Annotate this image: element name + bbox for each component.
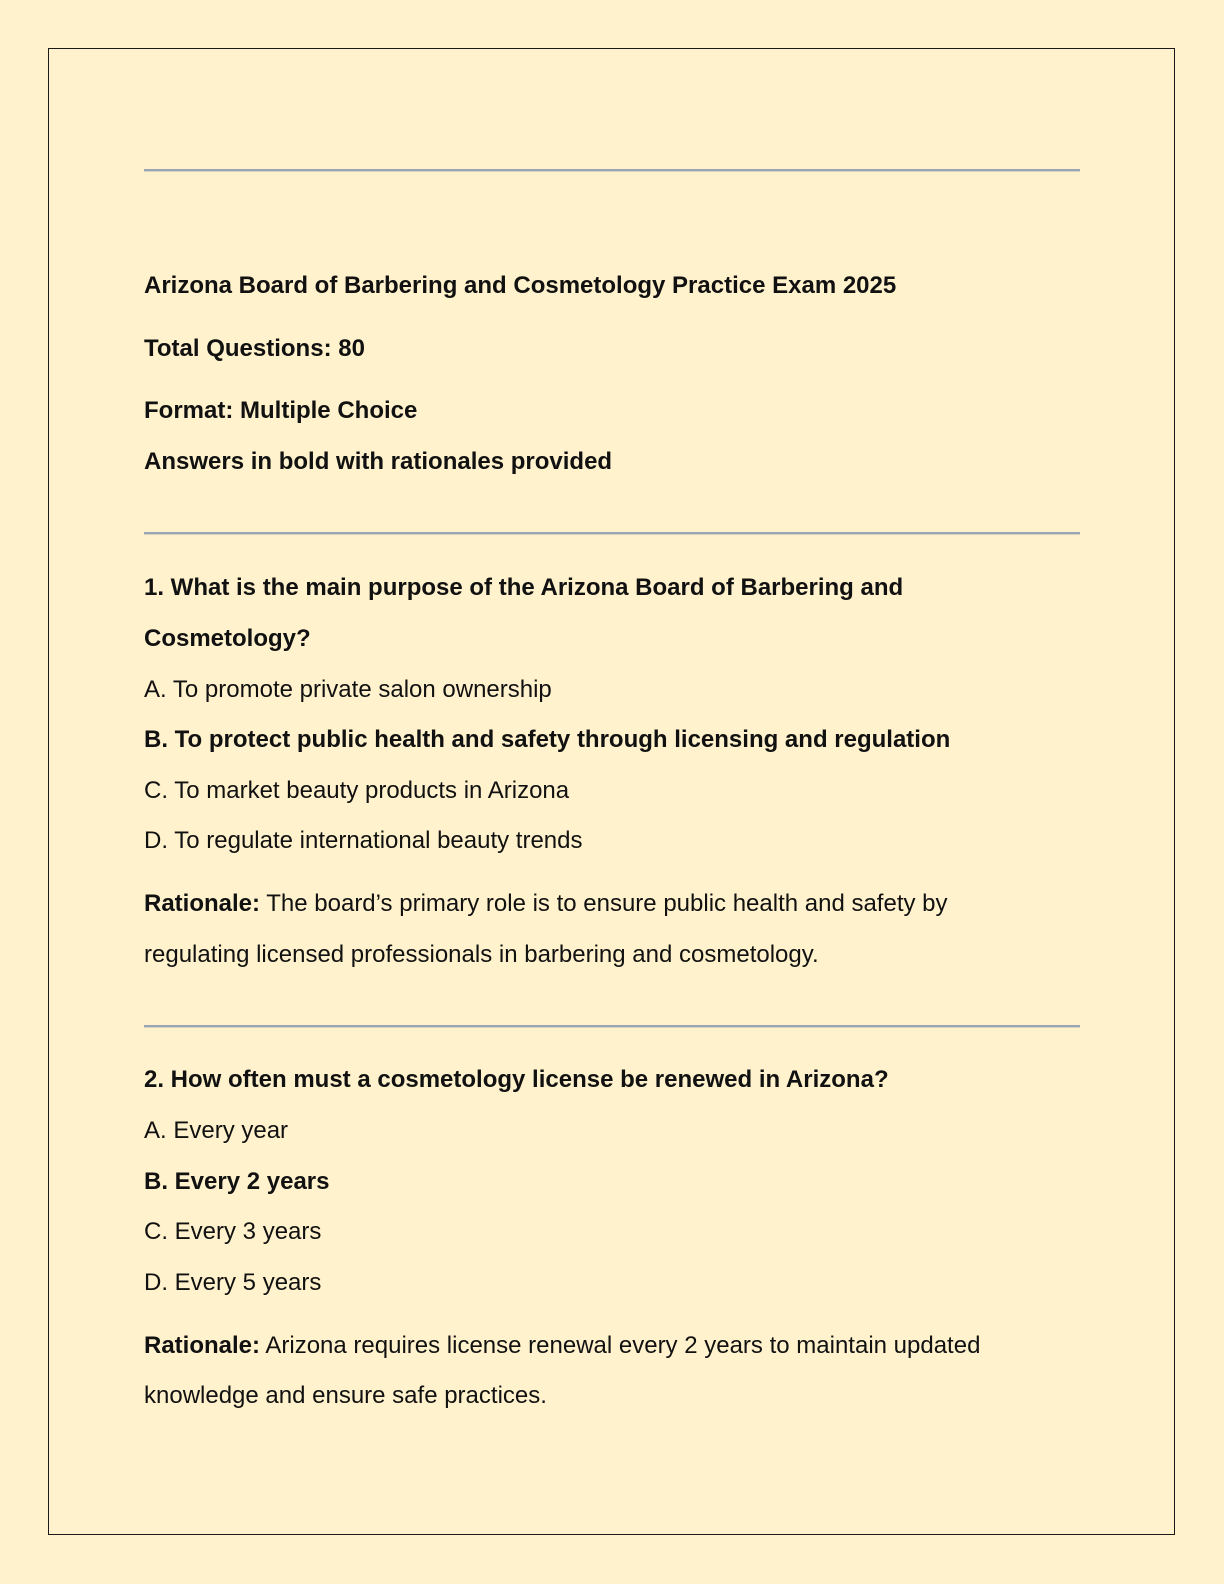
rationale-text: The board’s primary role is to ensure public health and safety by [260,890,948,917]
option-c: C. To market beauty products in Arizona [144,777,570,804]
rationale-label: Rationale: [144,890,261,917]
rationale [144,889,948,919]
rationale-text: Arizona requires license renewal every 2 years to maintain updated [260,1332,981,1359]
option-b-correct: B. Every 2 years [144,1168,330,1195]
divider-q1 [144,1025,1080,1027]
question-stem: 1. What is the main purpose of the Arizona Board of Barbering and [144,574,904,601]
question-stem: 2. How often must a cosmetology license be renewed in Arizona? [144,1066,889,1093]
option-c: C. Every 3 years [144,1218,322,1245]
option-d: D. Every 5 years [144,1269,322,1296]
document-title: Arizona Board of Barbering and Cosmetology Practice Exam 2025 [144,272,897,299]
option-d: D. To regulate international beauty trends [144,827,583,854]
rationale-text-cont: knowledge and ensure safe practices. [144,1382,547,1409]
rationale-text-cont: regulating licensed professionals in barbering and cosmetology. [144,941,819,968]
option-b-correct: B. To protect public health and safety through licensing and regulation [144,726,951,753]
rationale-label: Rationale: [144,1332,261,1359]
divider-header [144,532,1080,534]
option-a: A. Every year [144,1117,289,1144]
answers-note: Answers in bold with rationales provided [144,448,613,475]
question-stem-cont: Cosmetology? [144,625,311,652]
option-a: A. To promote private salon ownership [144,676,552,703]
exam-format: Format: Multiple Choice [144,397,418,424]
divider-top [144,169,1080,171]
total-questions: Total Questions: 80 [144,335,365,362]
rationale [144,1331,980,1361]
